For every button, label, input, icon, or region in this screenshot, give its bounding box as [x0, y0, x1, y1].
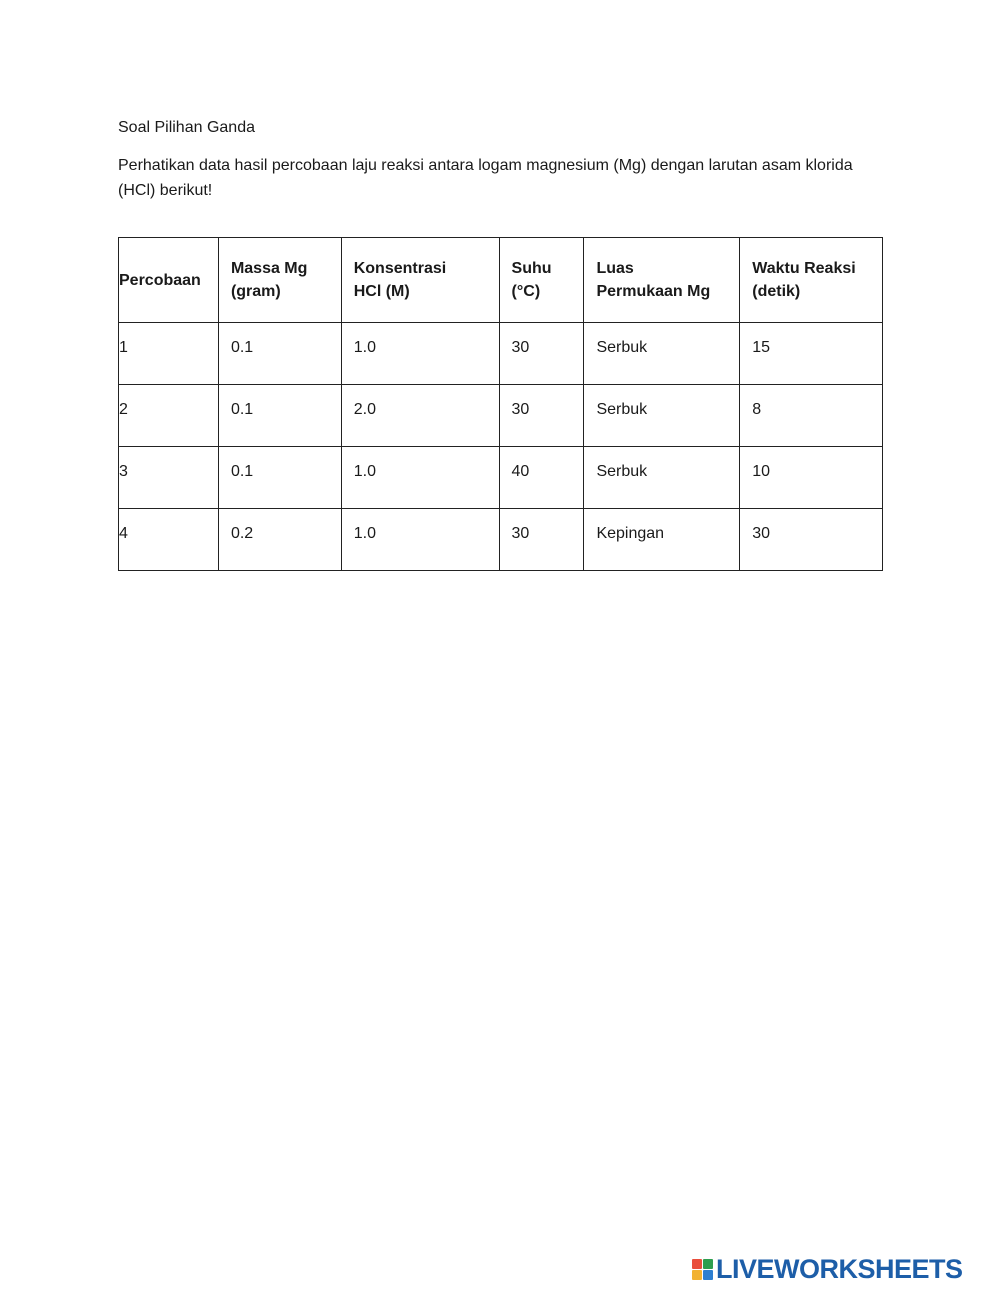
table-cell: 30	[740, 509, 883, 571]
table-row	[119, 509, 883, 571]
table-row	[119, 323, 883, 385]
table-cell: Kepingan	[584, 509, 740, 571]
liveworksheets-logo	[692, 1256, 963, 1282]
table-cell: 10	[740, 447, 883, 509]
table-row	[119, 385, 883, 447]
experiment-data-table	[118, 237, 883, 571]
table-cell: 0.2	[218, 509, 341, 571]
header-percobaan: Percobaan	[119, 238, 219, 323]
table-cell: Serbuk	[584, 447, 740, 509]
logo-text: LIVEWORKSHEETS	[716, 1254, 963, 1284]
table-cell: 1.0	[341, 323, 499, 385]
liveworksheets-logo-icon	[692, 1259, 713, 1280]
table-cell: 2.0	[341, 385, 499, 447]
table-cell: 2	[119, 385, 219, 447]
document-title: Soal Pilihan Ganda	[118, 119, 255, 136]
table-row	[119, 447, 883, 509]
table-cell: 0.1	[218, 447, 341, 509]
header-konsentrasi-hcl: Konsentrasi HCl (M)	[341, 238, 499, 323]
header-massa-mg: Massa Mg (gram)	[218, 238, 341, 323]
table-cell: 40	[499, 447, 584, 509]
table-cell: 3	[119, 447, 219, 509]
table-cell: 1.0	[341, 447, 499, 509]
question-intro: Perhatikan data hasil percobaan laju reaksi antara logam magnesium (Mg) dengan larutan asam klorida (HCl) berikut!	[118, 157, 853, 199]
table-cell: Serbuk	[584, 323, 740, 385]
table-cell: Serbuk	[584, 385, 740, 447]
table-cell: 8	[740, 385, 883, 447]
table-cell: 30	[499, 509, 584, 571]
table-cell: 1.0	[341, 509, 499, 571]
table-cell: 30	[499, 323, 584, 385]
table-cell: 15	[740, 323, 883, 385]
table-cell: 30	[499, 385, 584, 447]
table-cell: 1	[119, 323, 219, 385]
table-cell: 0.1	[218, 385, 341, 447]
table-cell: 0.1	[218, 323, 341, 385]
table-cell: 4	[119, 509, 219, 571]
table-header-row	[119, 238, 883, 323]
header-luas-permukaan: Luas Permukaan Mg	[584, 238, 740, 323]
header-waktu-reaksi: Waktu Reaksi (detik)	[740, 238, 883, 323]
header-suhu: Suhu (°C)	[499, 238, 584, 323]
